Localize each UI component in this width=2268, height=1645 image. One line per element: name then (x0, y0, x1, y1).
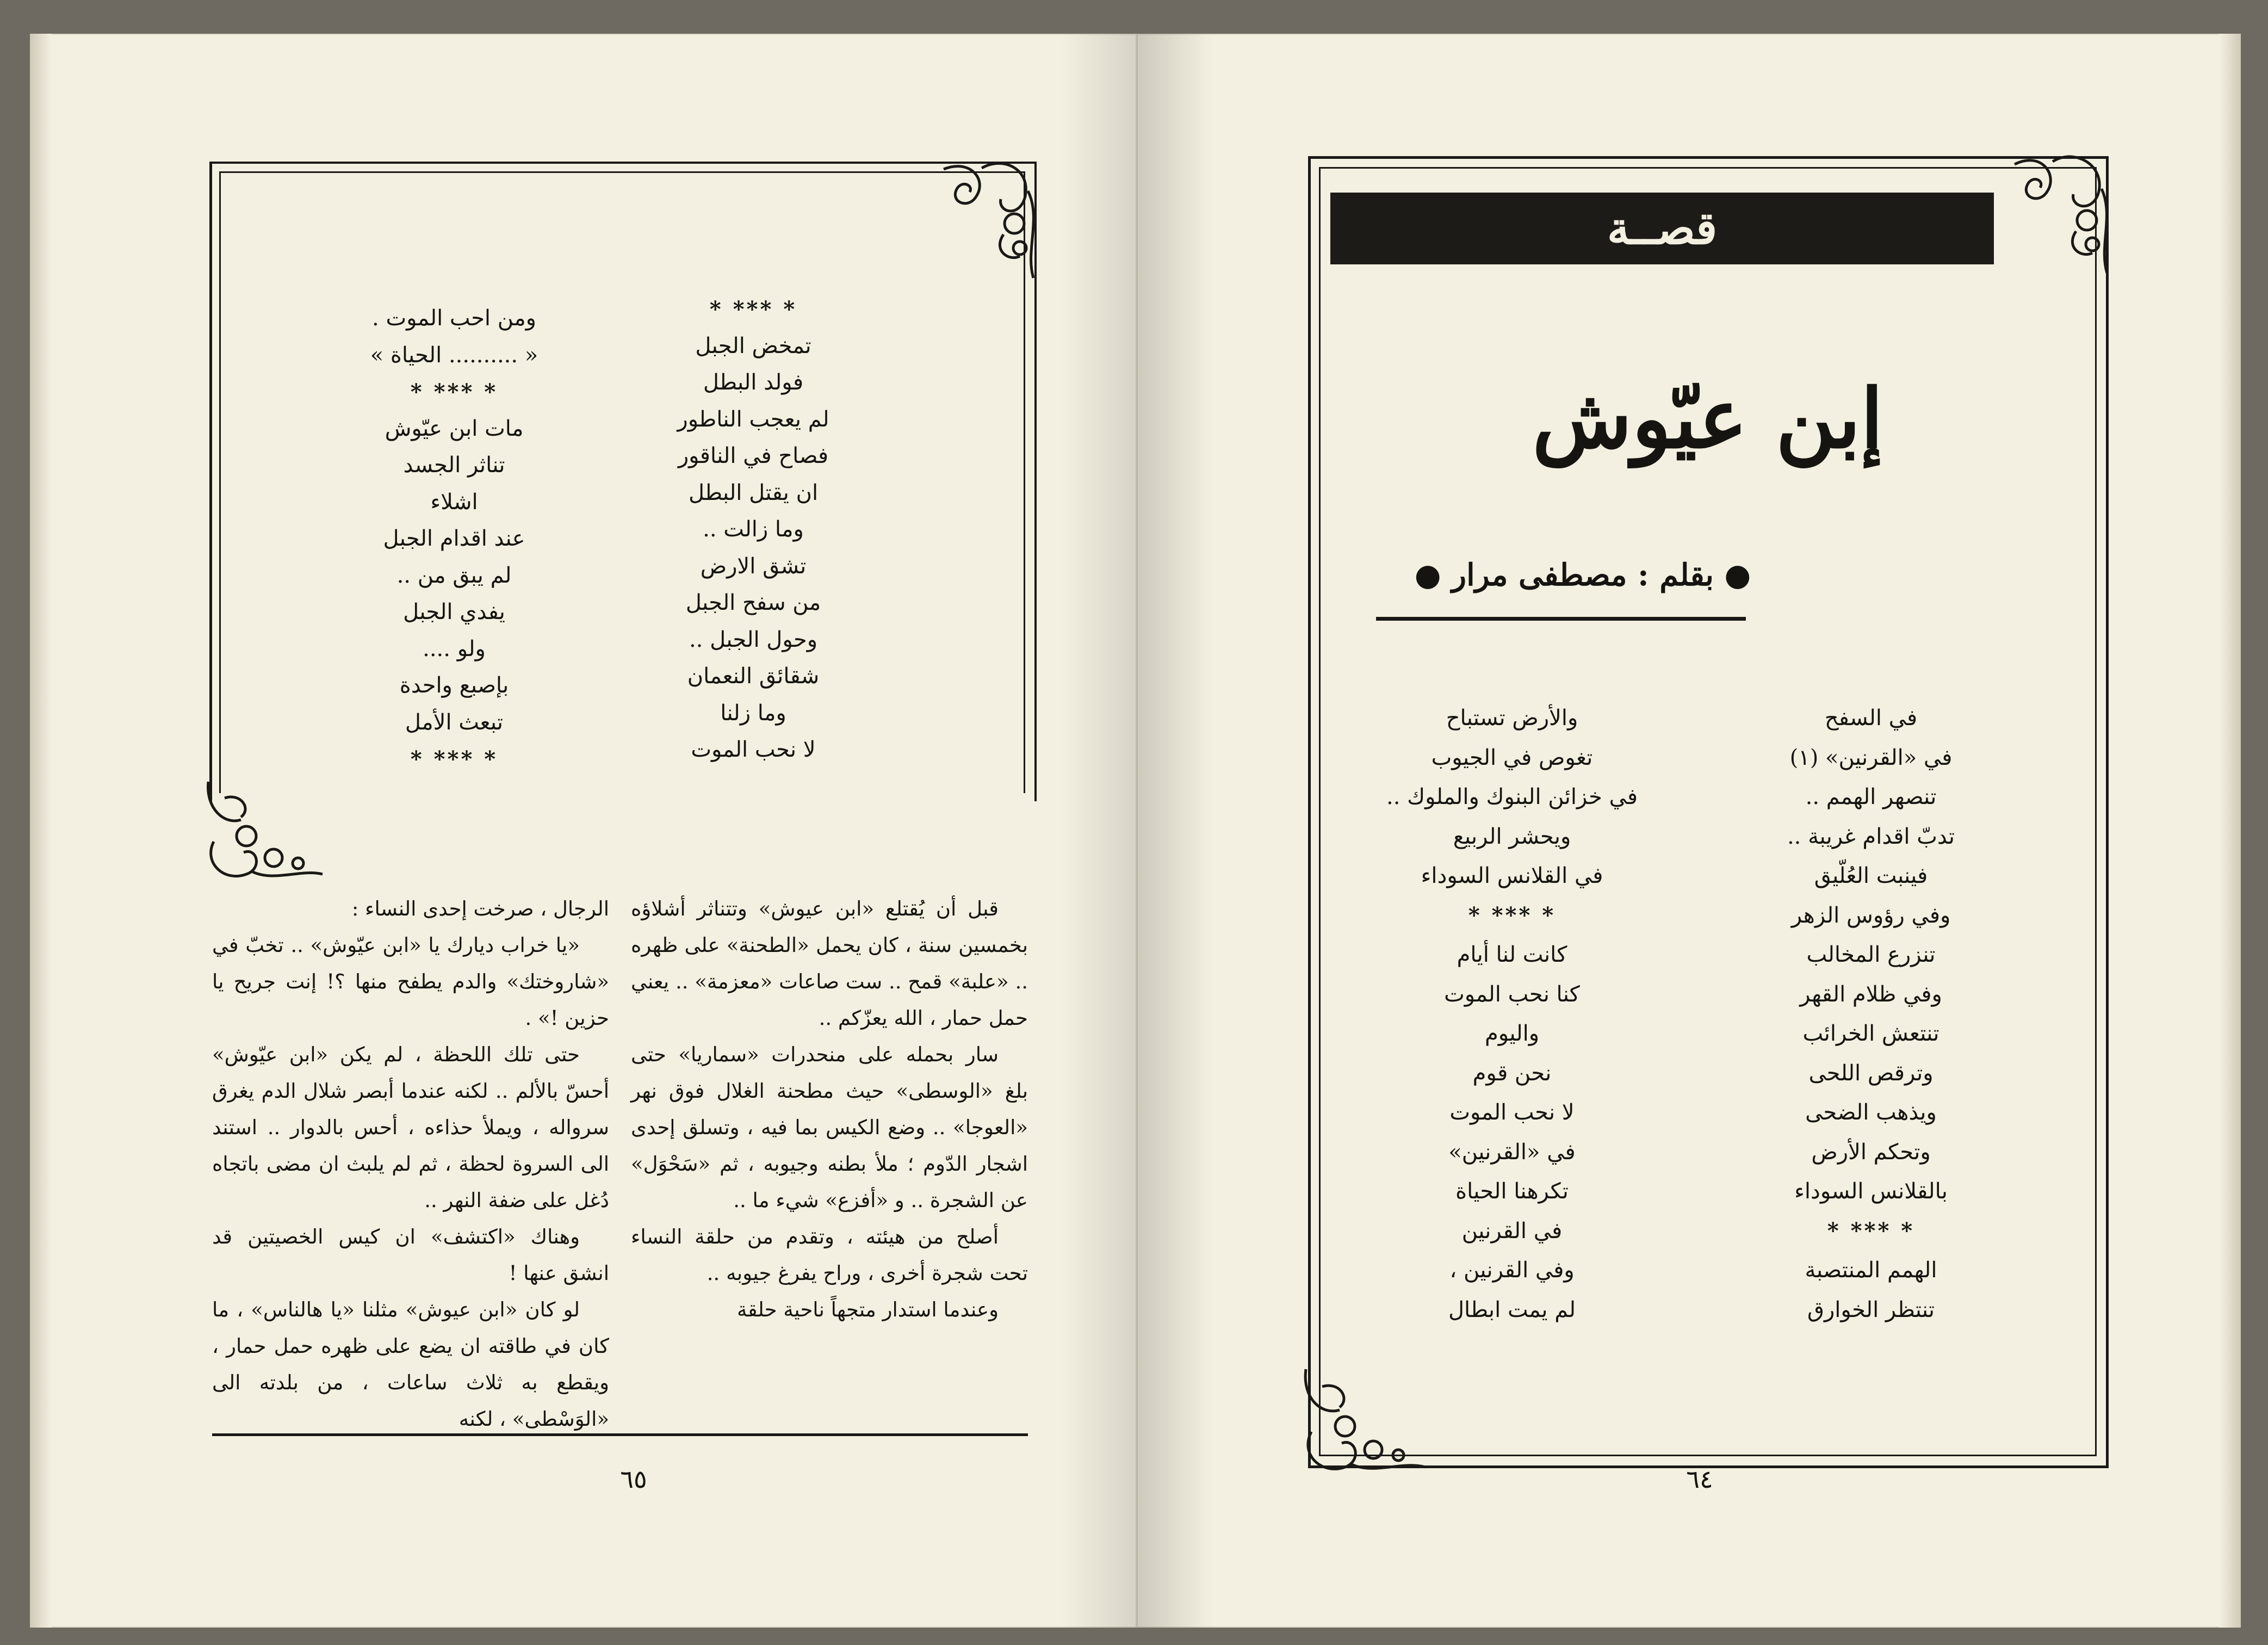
poem-line: في القرنين (1461, 1218, 1563, 1244)
page-65 (30, 34, 1137, 1628)
paragraph: حتى تلك اللحظة ، لم يكن «ابن عيّوش» أحسّ بالألم .. لكنه عندما أبصر شلال الدم يغرق سرواله ، ويملأ حذاءه ، أحس بالدوار .. استند الى السروة لحظة ، ثم لم يلبث ان مضى باتجاه دُغل على ضفة النهر .. (212, 1043, 609, 1212)
page-64 (1137, 34, 2241, 1628)
corner-ornament-icon (1299, 1364, 1430, 1478)
poem-line: فينبت العُلّيق (1814, 863, 1928, 888)
poem-line: وتحكم الأرض (1811, 1139, 1931, 1165)
poem-line: تكرهنا الحياة (1455, 1179, 1569, 1204)
poem-line: وفي القرنين ، (1449, 1258, 1575, 1283)
poem-line: تدبّ اقدام غريبة .. (1787, 824, 1955, 849)
paragraph: أصلح من هيئته ، وتقدم من حلقة النساء تحت شجرة أخرى ، وراح يفرغ جيوبه .. (631, 1225, 1028, 1285)
poem-line: ويذهب الضحى (1805, 1100, 1937, 1125)
poem-line: لم يعجب الناطور (677, 406, 829, 432)
poem-line: تشق الارض (700, 553, 807, 579)
poem-line: * *** * (410, 379, 498, 405)
paragraph: وهناك «اكتشف» ان كيس الخصيتين قد انشق عنها ! (212, 1225, 609, 1285)
poem-line: اشلاء (430, 489, 478, 515)
book-spread (30, 34, 2241, 1628)
corner-ornament-icon (938, 158, 1042, 283)
poem-line: تنزرع المخالب (1806, 942, 1936, 967)
byline-underline (1376, 617, 1746, 621)
page-number: ٦٤ (1686, 1464, 1713, 1494)
poem-line: لا نحب الموت (691, 737, 816, 762)
poem-line: فصاح في الناقور (678, 443, 829, 468)
paragraph: لو كان «ابن عيوش» مثلنا «يا هالناس» ، ما كان في طاقته ان يضع على ظهره حمل حمار ، ويقطع به ثلاث ساعات ، من بلدته الى «الوَسْطى» ، لكنه (212, 1298, 609, 1431)
poem-line: * *** * (410, 746, 498, 772)
corner-ornament-icon (2006, 151, 2115, 276)
poem-line: عند اقدام الجبل (383, 526, 525, 551)
poem-line: ويحشر الربيع (1453, 824, 1571, 849)
page-number: ٦٥ (620, 1464, 647, 1494)
poem-line: تنتظر الخوارق (1807, 1297, 1935, 1322)
author-byline: ● بقلم : مصطفى مرار ● (1414, 557, 1751, 593)
poem-line: في خزائن البنوك والملوك .. (1386, 784, 1638, 809)
poem-frame (209, 162, 1036, 803)
poem-line: تغوص في الجيوب (1431, 745, 1593, 770)
poem-line: يفدي الجبل (403, 599, 505, 624)
poem-line: وترقص اللحى (1808, 1060, 1934, 1086)
section-banner: قصــة (1330, 193, 1994, 264)
poem-column-right (1735, 698, 2007, 1329)
poem-line: ومن احب الموت . (372, 306, 536, 331)
poem-line: وما زلنا (720, 700, 786, 726)
poem-line: ولو .... (423, 636, 486, 661)
poem-line: مات ابن عيّوش (385, 416, 524, 441)
poem-line: لم يبق من .. (396, 562, 512, 588)
poem-line: في «القرنين» (١) (1789, 745, 1953, 770)
footer-rule (212, 1433, 1028, 1436)
poem-line: تنصهر الهمم .. (1805, 784, 1937, 809)
poem-line: نحن قوم (1472, 1060, 1552, 1086)
poem-line: * *** * (709, 296, 797, 322)
poem-line: * *** * (1827, 1217, 1915, 1244)
poem-line: بإصبع واحدة (399, 673, 509, 698)
page-edge (2219, 34, 2241, 1628)
poem-line: « .......... الحياة » (370, 342, 538, 368)
poem-line: واليوم (1484, 1021, 1540, 1046)
poem-line: كنا نحب الموت (1444, 981, 1580, 1007)
poem-line: لا نحب الموت (1449, 1100, 1575, 1125)
poem-line: تمخض الجبل (695, 333, 811, 358)
poem-line: بالقلانس السوداء (1794, 1179, 1948, 1204)
poem-line: الهمم المنتصبة (1805, 1258, 1937, 1283)
paragraph: سار بحمله على منحدرات «سماريا» حتى بلغ «الوسطى» حيث مطحنة الغلال فوق نهر «العوجا» .. وضع الكيس بما فيه ، وتسلق إحدى اشجار الدّوم ؛ ملأ بطنه وجيوبه ، ثم «سَحْوَل» عن الشجرة .. و «أفزع» شيء ما .. (631, 1043, 1028, 1212)
poem-line: شقائق النعمان (687, 664, 820, 689)
gutter-shadow (1137, 34, 1213, 1628)
paragraph: «يا خراب ديارك يا «ابن عيّوش» .. تخبّ في «شاروختك» والدم يطفح منها ؟! إنت جريح يا حزين !» . (212, 933, 609, 1030)
paragraph: وعندما استدار متجهاً ناحية حلقة (737, 1298, 999, 1321)
prose-column-right (631, 890, 1028, 1328)
poem-line: كانت لنا أيام (1457, 942, 1567, 967)
paragraph: قبل أن يُقتلع «ابن عيوش» وتتناثر أشلاؤه بخمسين سنة ، كان يحمل «الطحنة» على ظهره .. «علبة» قمح .. ست صاعات «معزمة» .. يعني حمل حمار ، الله يعزّكم .. (631, 897, 1028, 1030)
poem-line: لم يمت ابطال (1448, 1297, 1576, 1322)
poem-line: في السفح (1824, 706, 1918, 731)
poem-line: وفي ظلام القهر (1800, 981, 1942, 1007)
poem-line: وما زالت .. (703, 517, 804, 542)
poem-line: تناثر الجسد (403, 453, 505, 478)
story-title: إبن عيّوش (1532, 371, 1883, 467)
corner-ornament-icon (203, 776, 328, 885)
poem-column-right (639, 291, 867, 769)
poem-line: وحول الجبل .. (689, 627, 818, 652)
paragraph: الرجال ، صرخت إحدى النساء : (351, 897, 609, 920)
poem-column-left (1349, 698, 1675, 1329)
poem-column-left (340, 300, 568, 778)
poem-line: والأرض تستباح (1446, 706, 1578, 731)
poem-line: ان يقتل البطل (688, 480, 819, 505)
poem-line: تبعث الأمل (405, 709, 504, 735)
poem-line: من سفح الجبل (685, 590, 821, 615)
poem-line: وفي رؤوس الزهر (1791, 902, 1951, 928)
prose-column-left (212, 890, 609, 1437)
poem-line: تنتعش الخرائب (1802, 1021, 1939, 1046)
page-edge (30, 34, 52, 1628)
poem-line: فولد البطل (703, 370, 804, 395)
poem-line: في «القرنين» (1448, 1139, 1576, 1165)
poem-line: في القلانس السوداء (1421, 863, 1603, 888)
poem-line: * *** * (1468, 902, 1556, 928)
gutter-shadow (1061, 34, 1137, 1628)
